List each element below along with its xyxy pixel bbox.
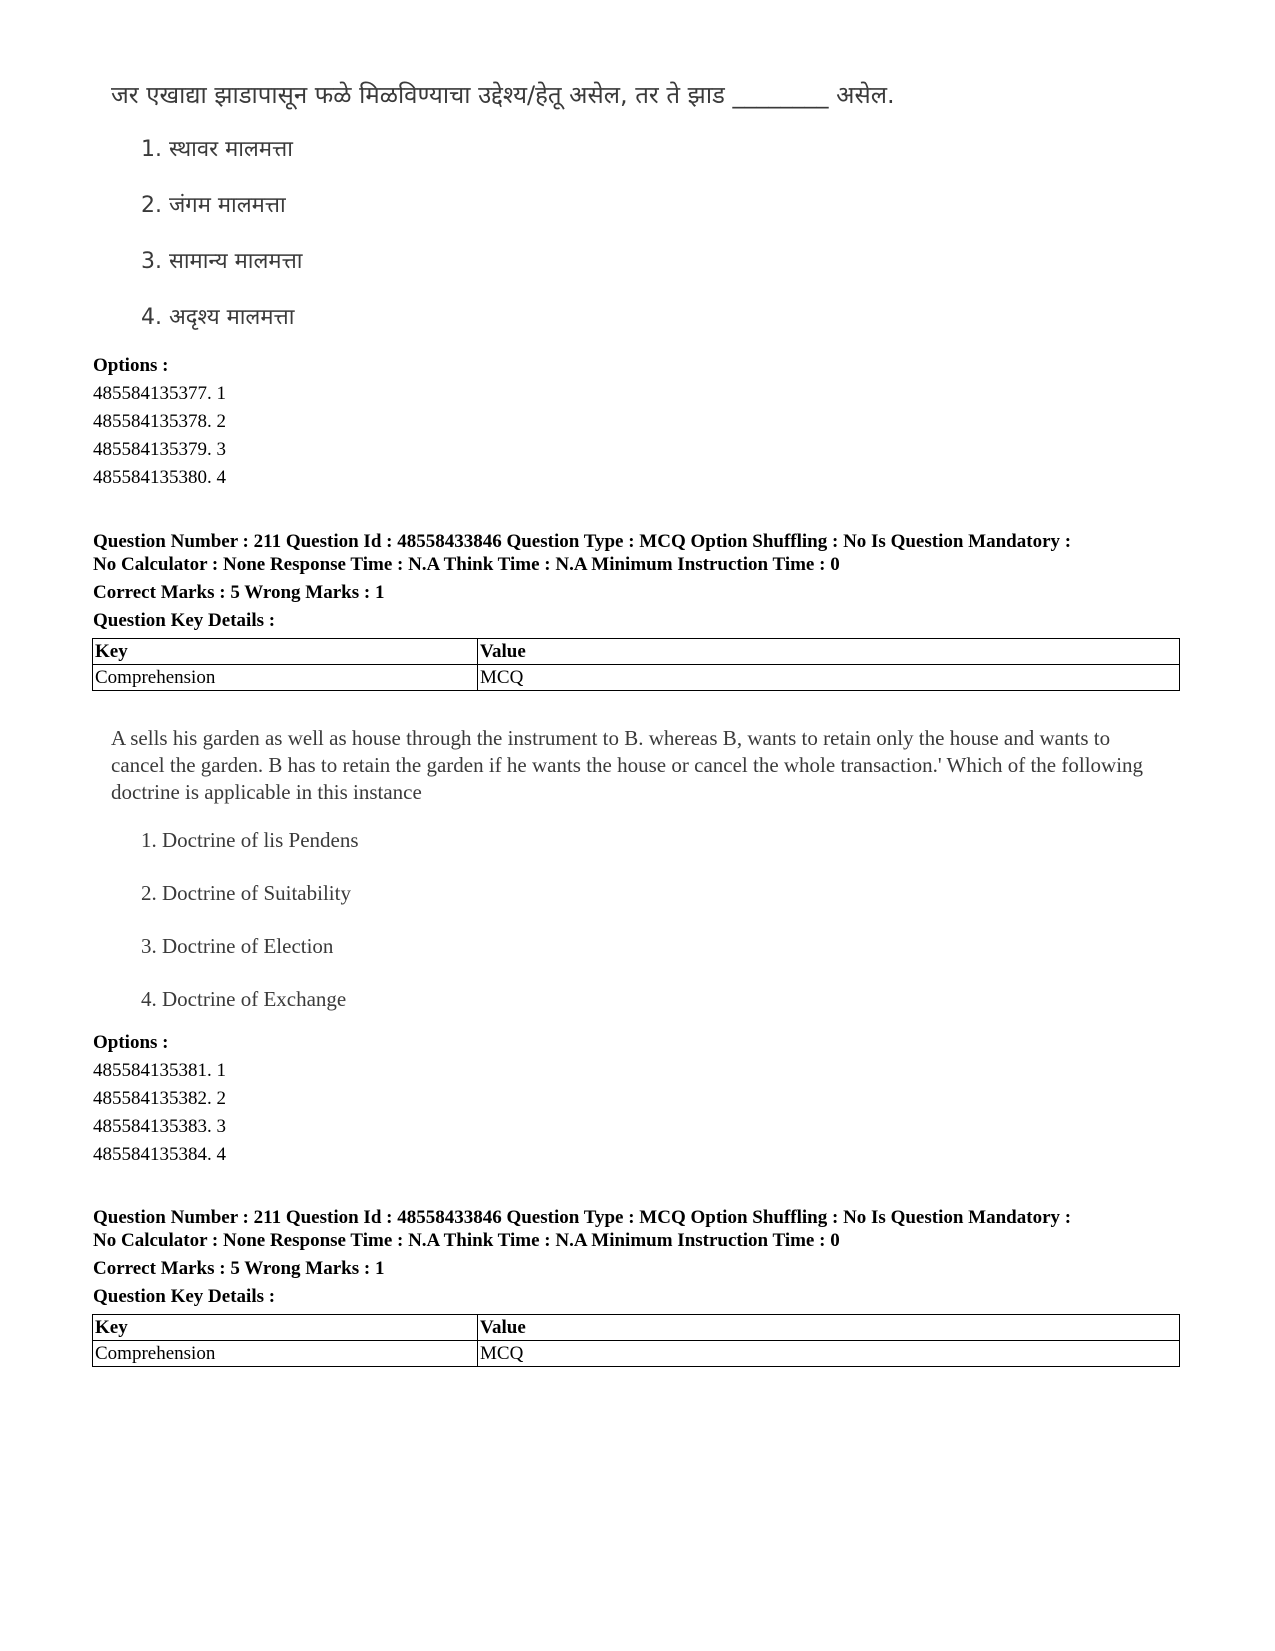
option-line: 485584135383. 3 bbox=[93, 1116, 226, 1137]
table-cell: Comprehension bbox=[93, 665, 478, 691]
key-details-label: Question Key Details : bbox=[93, 610, 276, 631]
option-line: 485584135378. 2 bbox=[93, 411, 226, 432]
question-image-marathi bbox=[111, 76, 1011, 346]
option-line: 485584135382. 2 bbox=[93, 1088, 226, 1109]
table-header-cell: Value bbox=[478, 639, 1180, 665]
question-choice: 1. Doctrine of lis Pendens bbox=[141, 828, 359, 852]
question-choice: 2. जंगम मालमत्ता bbox=[141, 193, 286, 218]
question-stem: जर एखाद्या झाडापासून फळे मिळविण्याचा उद्देश्य/हेतू असेल, तर ते झाड ________ असेल. bbox=[111, 81, 895, 109]
question-meta-line: Question Number : 211 Question Id : 48558433846 Question Type : MCQ Option Shuffling : No Is Question Mandatory : bbox=[93, 531, 1072, 552]
marks-line: Correct Marks : 5 Wrong Marks : 1 bbox=[93, 582, 385, 603]
key-details-table bbox=[92, 1314, 1180, 1367]
question-choice: 3. Doctrine of Election bbox=[141, 934, 334, 958]
question-choice: 1. स्थावर मालमत्ता bbox=[141, 137, 293, 162]
option-line: 485584135379. 3 bbox=[93, 439, 226, 460]
table-header-cell: Key bbox=[93, 639, 478, 665]
table-header-row bbox=[93, 1315, 1180, 1341]
table-header-cell: Key bbox=[93, 1315, 478, 1341]
table-header-cell: Value bbox=[478, 1315, 1180, 1341]
option-line: 485584135380. 4 bbox=[93, 467, 226, 488]
table-cell: Comprehension bbox=[93, 1341, 478, 1367]
table-row bbox=[93, 1341, 1180, 1367]
question-choice: 4. Doctrine of Exchange bbox=[141, 987, 347, 1011]
table-cell: MCQ bbox=[478, 1341, 1180, 1367]
question-stem: A sells his garden as well as house through the instrument to B. whereas B, wants to retain only the house and wants to cancel the garden. B has to retain the garden if he wants the house or cancel the whole transaction.' Which of the following doctrine is applicable in this instance bbox=[111, 726, 1144, 804]
question-meta-line: Question Number : 211 Question Id : 48558433846 Question Type : MCQ Option Shuffling : No Is Question Mandatory : bbox=[93, 1207, 1072, 1228]
option-line: 485584135377. 1 bbox=[93, 383, 226, 404]
table-header-row bbox=[93, 639, 1180, 665]
question-choice: 2. Doctrine of Suitability bbox=[141, 881, 351, 905]
key-details-label: Question Key Details : bbox=[93, 1286, 276, 1307]
question-choice: 3. सामान्य मालमत्ता bbox=[141, 249, 303, 274]
question-choice: 4. अदृश्य मालमत्ता bbox=[141, 305, 295, 330]
options-label: Options : bbox=[93, 1032, 169, 1053]
question-image-english bbox=[111, 725, 1161, 1025]
table-row bbox=[93, 665, 1180, 691]
table-cell: MCQ bbox=[478, 665, 1180, 691]
option-line: 485584135384. 4 bbox=[93, 1144, 226, 1165]
options-label: Options : bbox=[93, 355, 169, 376]
marks-line: Correct Marks : 5 Wrong Marks : 1 bbox=[93, 1258, 385, 1279]
question-meta-line: No Calculator : None Response Time : N.A Think Time : N.A Minimum Instruction Time : 0 bbox=[93, 1230, 840, 1251]
option-line: 485584135381. 1 bbox=[93, 1060, 226, 1081]
question-meta-line: No Calculator : None Response Time : N.A Think Time : N.A Minimum Instruction Time : 0 bbox=[93, 554, 840, 575]
key-details-table bbox=[92, 638, 1180, 691]
